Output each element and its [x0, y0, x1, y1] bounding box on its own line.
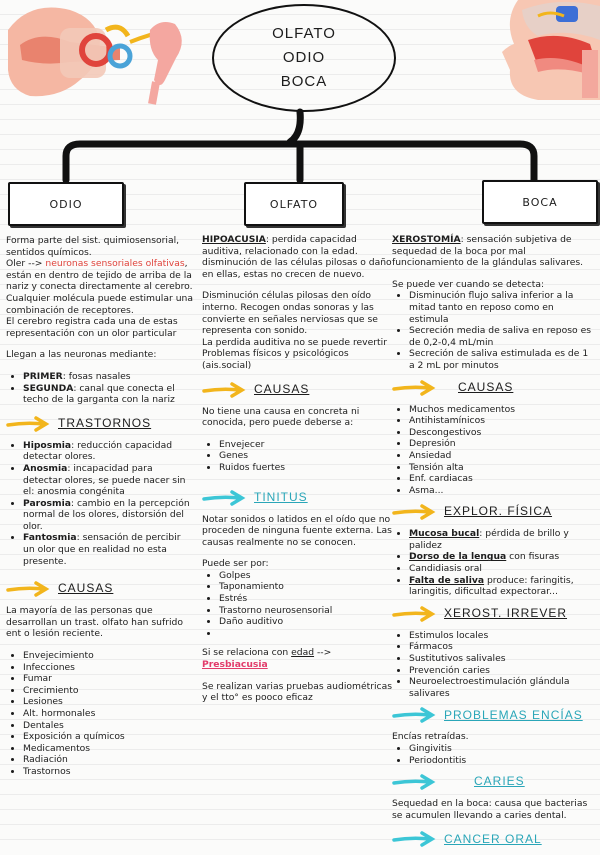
- list-item: • Fantosmia: sensación de percibir un olor que en realidad no esta presente.: [23, 532, 194, 567]
- left-column: [6, 235, 194, 786]
- list-item: • Ansiedad: [409, 450, 596, 462]
- list-item: • Anosmia: incapacidad para detectar olores, se puede nacer sin el: anosmia congénita: [23, 463, 194, 498]
- list-item: • Trastorno neurosensorial: [219, 605, 392, 617]
- arrow-right-icon: [392, 831, 436, 847]
- oler-prefix: Oler -->: [6, 258, 43, 270]
- list-item: • Radiación: [23, 754, 194, 766]
- detecta-list: [392, 290, 596, 371]
- left-p2: Cualquier molécula puede estimular una combinación de receptores.: [6, 292, 193, 316]
- left-causas-intro: La mayoría de las personas que desarrollan un trast. olfato han sufrido ent o lesión reciente.: [6, 605, 184, 640]
- left-causas-list: [6, 650, 194, 778]
- list-item: • Secreción de saliva estimulada es de 1 a 2 mL por minutos: [409, 348, 596, 371]
- middle-p3: La perdida auditiva no se puede revertir: [202, 336, 387, 348]
- list-item: • Muchos medicamentos: [409, 404, 596, 416]
- box-odio: ODIO: [8, 182, 124, 226]
- tinitus-def: Notar sonidos o latidos en el oído que no proceden de ninguna fuente externa. Las causas realmente no se conocen.: [202, 513, 392, 548]
- list-item: • Trastornos: [23, 766, 194, 778]
- list-item: • Hiposmia: reducción capacidad detectar olores.: [23, 440, 194, 463]
- list-item: • Alt. hormonales: [23, 708, 194, 720]
- list-item: • Crecimiento: [23, 685, 194, 697]
- explor-list: [392, 528, 596, 598]
- middle-p2: Disminución células pilosas den oído interno. Recogen ondas sonoras y las convierte en señales nerviosas que se representa con sonido.: [202, 290, 378, 337]
- list-item: • Falta de saliva produce: faringitis, laringitis, dificultad expectorar...: [409, 575, 596, 598]
- list-item: • Tensión alta: [409, 462, 596, 474]
- heading-causas-right: CAUSAS: [392, 380, 596, 396]
- ear-anatomy-illustration: [0, 0, 190, 108]
- problemas-list: [392, 743, 596, 766]
- box-boca: BOCA: [482, 180, 598, 224]
- detecta-intro: Se puede ver cuando se detecta:: [392, 278, 545, 290]
- arrow-right-icon: [392, 504, 436, 520]
- heading-trastornos: TRASTORNOS: [6, 416, 194, 432]
- arrow-right-icon: [202, 490, 246, 506]
- edad-line: Si se relaciona con edad --> Presbiacusia: [202, 647, 332, 671]
- middle-p4: Problemas físicos y psicológicos (ais.social): [202, 348, 349, 371]
- left-oler: [6, 258, 194, 293]
- arrow-right-icon: [6, 581, 50, 597]
- list-item: • Periodontitis: [409, 755, 596, 767]
- list-item: • Candidiasis oral: [409, 563, 596, 575]
- list-item: • Dorso de la lengua con fisuras: [409, 551, 596, 563]
- right-column: [392, 234, 596, 855]
- list-item: • Envejecimiento: [23, 650, 194, 662]
- arrow-right-icon: [202, 382, 246, 398]
- list-item: • Parosmia: cambio en la percepción normal de los olores, distorsión del olor.: [23, 498, 194, 533]
- list-item: • Infecciones: [23, 662, 194, 674]
- list-item: • Mucosa bucal: pérdida de brillo y palidez: [409, 528, 596, 551]
- list-item: • Estrés: [219, 593, 392, 605]
- list-item: • Descongestivos: [409, 427, 596, 439]
- list-item: • Medicamentos: [23, 743, 194, 755]
- heading-cancer-oral: CANCER ORAL: [392, 831, 596, 847]
- left-p3: El cerebro registra cada una de estas representación con un olor particular: [6, 316, 178, 339]
- xerost-list: [392, 630, 596, 700]
- title-oval: [212, 4, 396, 112]
- list-item: • Prevención caries: [409, 665, 596, 677]
- list-item: • Neuroelectroestimulación glándula salivares: [409, 676, 596, 699]
- list-item: • Golpes: [219, 570, 392, 582]
- list-item: • Depresión: [409, 438, 596, 450]
- heading-problemas-encias: PROBLEMAS ENCÍAS: [392, 707, 596, 723]
- list-item: • Sustitutivos salivales: [409, 653, 596, 665]
- arrow-right-icon: [392, 707, 436, 723]
- caries-def: Sequedad en la boca: causa que bacterias se acumulen llevando a caries dental.: [392, 798, 588, 821]
- list-item: • Daño auditivo: [219, 616, 392, 628]
- list-item: • Fumar: [23, 673, 194, 685]
- title-line-olfato: OLFATO: [272, 25, 336, 42]
- middle-causas-list: [202, 439, 392, 474]
- left-p4: Llegan a las neuronas mediante:: [6, 349, 157, 361]
- oler-neurons: neuronas sensoriales olfativas: [45, 258, 185, 270]
- title-line-odio: ODIO: [282, 49, 326, 66]
- list-item: • Lesiones: [23, 696, 194, 708]
- heading-explor: EXPLOR. FÍSICA: [392, 504, 596, 520]
- list-item: [219, 628, 392, 640]
- title-line-boca: BOCA: [280, 73, 328, 90]
- puede-ser-por: Puede ser por:: [202, 558, 269, 570]
- tinitus-causes-list: [202, 570, 392, 640]
- list-item: • Antihistamínicos: [409, 415, 596, 427]
- heading-causas-left: CAUSAS: [6, 581, 194, 597]
- middle-causas-intro: No tiene una causa en concreta ni conocida, pero puede deberse a:: [202, 405, 360, 429]
- left-intro: Forma parte del sist. quimiosensorial, sentidos químicos.: [6, 235, 180, 258]
- brace-connector: [0, 100, 600, 182]
- middle-final: Se realizan varias pruebas audiométricas y el tto° es pooco eficaz: [202, 680, 393, 704]
- list-item: • Secreción media de saliva en reposo es de 0,2-0,4 mL/min: [409, 325, 596, 348]
- xerostomia-def: XEROSTOMÍA: sensación subjetiva de sequedad de la boca por mal funcionamiento de la glándulas salivares.: [392, 234, 584, 269]
- heading-xerost-irrever: XEROST. IRREVER: [392, 606, 596, 622]
- heading-causas-middle: CAUSAS: [202, 382, 392, 398]
- routes-list: [6, 371, 194, 406]
- list-item: • Fármacos: [409, 641, 596, 653]
- hipoacusia-def: HIPOACUSIA: perdida capacidad auditiva, relacionado con la edad. disminución de las células pilosas o daño en ellas, estas no crecen de nuevo.: [202, 234, 392, 280]
- box-olfato: OLFATO: [244, 182, 344, 226]
- list-item: • SEGUNDA: canal que conecta el techo de la garganta con la nariz: [23, 383, 194, 406]
- list-item: • Estimulos locales: [409, 630, 596, 642]
- list-item: • Disminución flujo saliva inferior a la mitad tanto en reposo como en estimula: [409, 290, 596, 325]
- list-item: • Asma...: [409, 485, 596, 497]
- arrow-right-icon: [392, 606, 436, 622]
- heading-tinitus: TINITUS: [202, 490, 392, 506]
- list-item: • Envejecer: [219, 439, 392, 451]
- oler-rest: , están en dentro de tejido de arriba de la nariz y conecta directamente al cerebro.: [6, 258, 193, 293]
- arrow-right-icon: [6, 416, 50, 432]
- list-item: • Enf. cardiacas: [409, 473, 596, 485]
- list-item: • Taponamiento: [219, 581, 392, 593]
- problemas-intro: Encías retraídas.: [392, 731, 469, 743]
- list-item: • Genes: [219, 450, 392, 462]
- list-item: • Ruidos fuertes: [219, 462, 392, 474]
- arrow-right-icon: [392, 380, 436, 396]
- heading-caries: CARIES: [392, 774, 596, 790]
- right-causas-list: [392, 404, 596, 497]
- list-item: • Exposición a químicos: [23, 731, 194, 743]
- list-item: • Gingivitis: [409, 743, 596, 755]
- arrow-right-icon: [392, 774, 436, 790]
- middle-column: [202, 234, 392, 714]
- list-item: • Dentales: [23, 720, 194, 732]
- list-item: • PRIMER: fosas nasales: [23, 371, 194, 383]
- trastornos-list: [6, 440, 194, 568]
- mouth-anatomy-illustration: [498, 0, 600, 108]
